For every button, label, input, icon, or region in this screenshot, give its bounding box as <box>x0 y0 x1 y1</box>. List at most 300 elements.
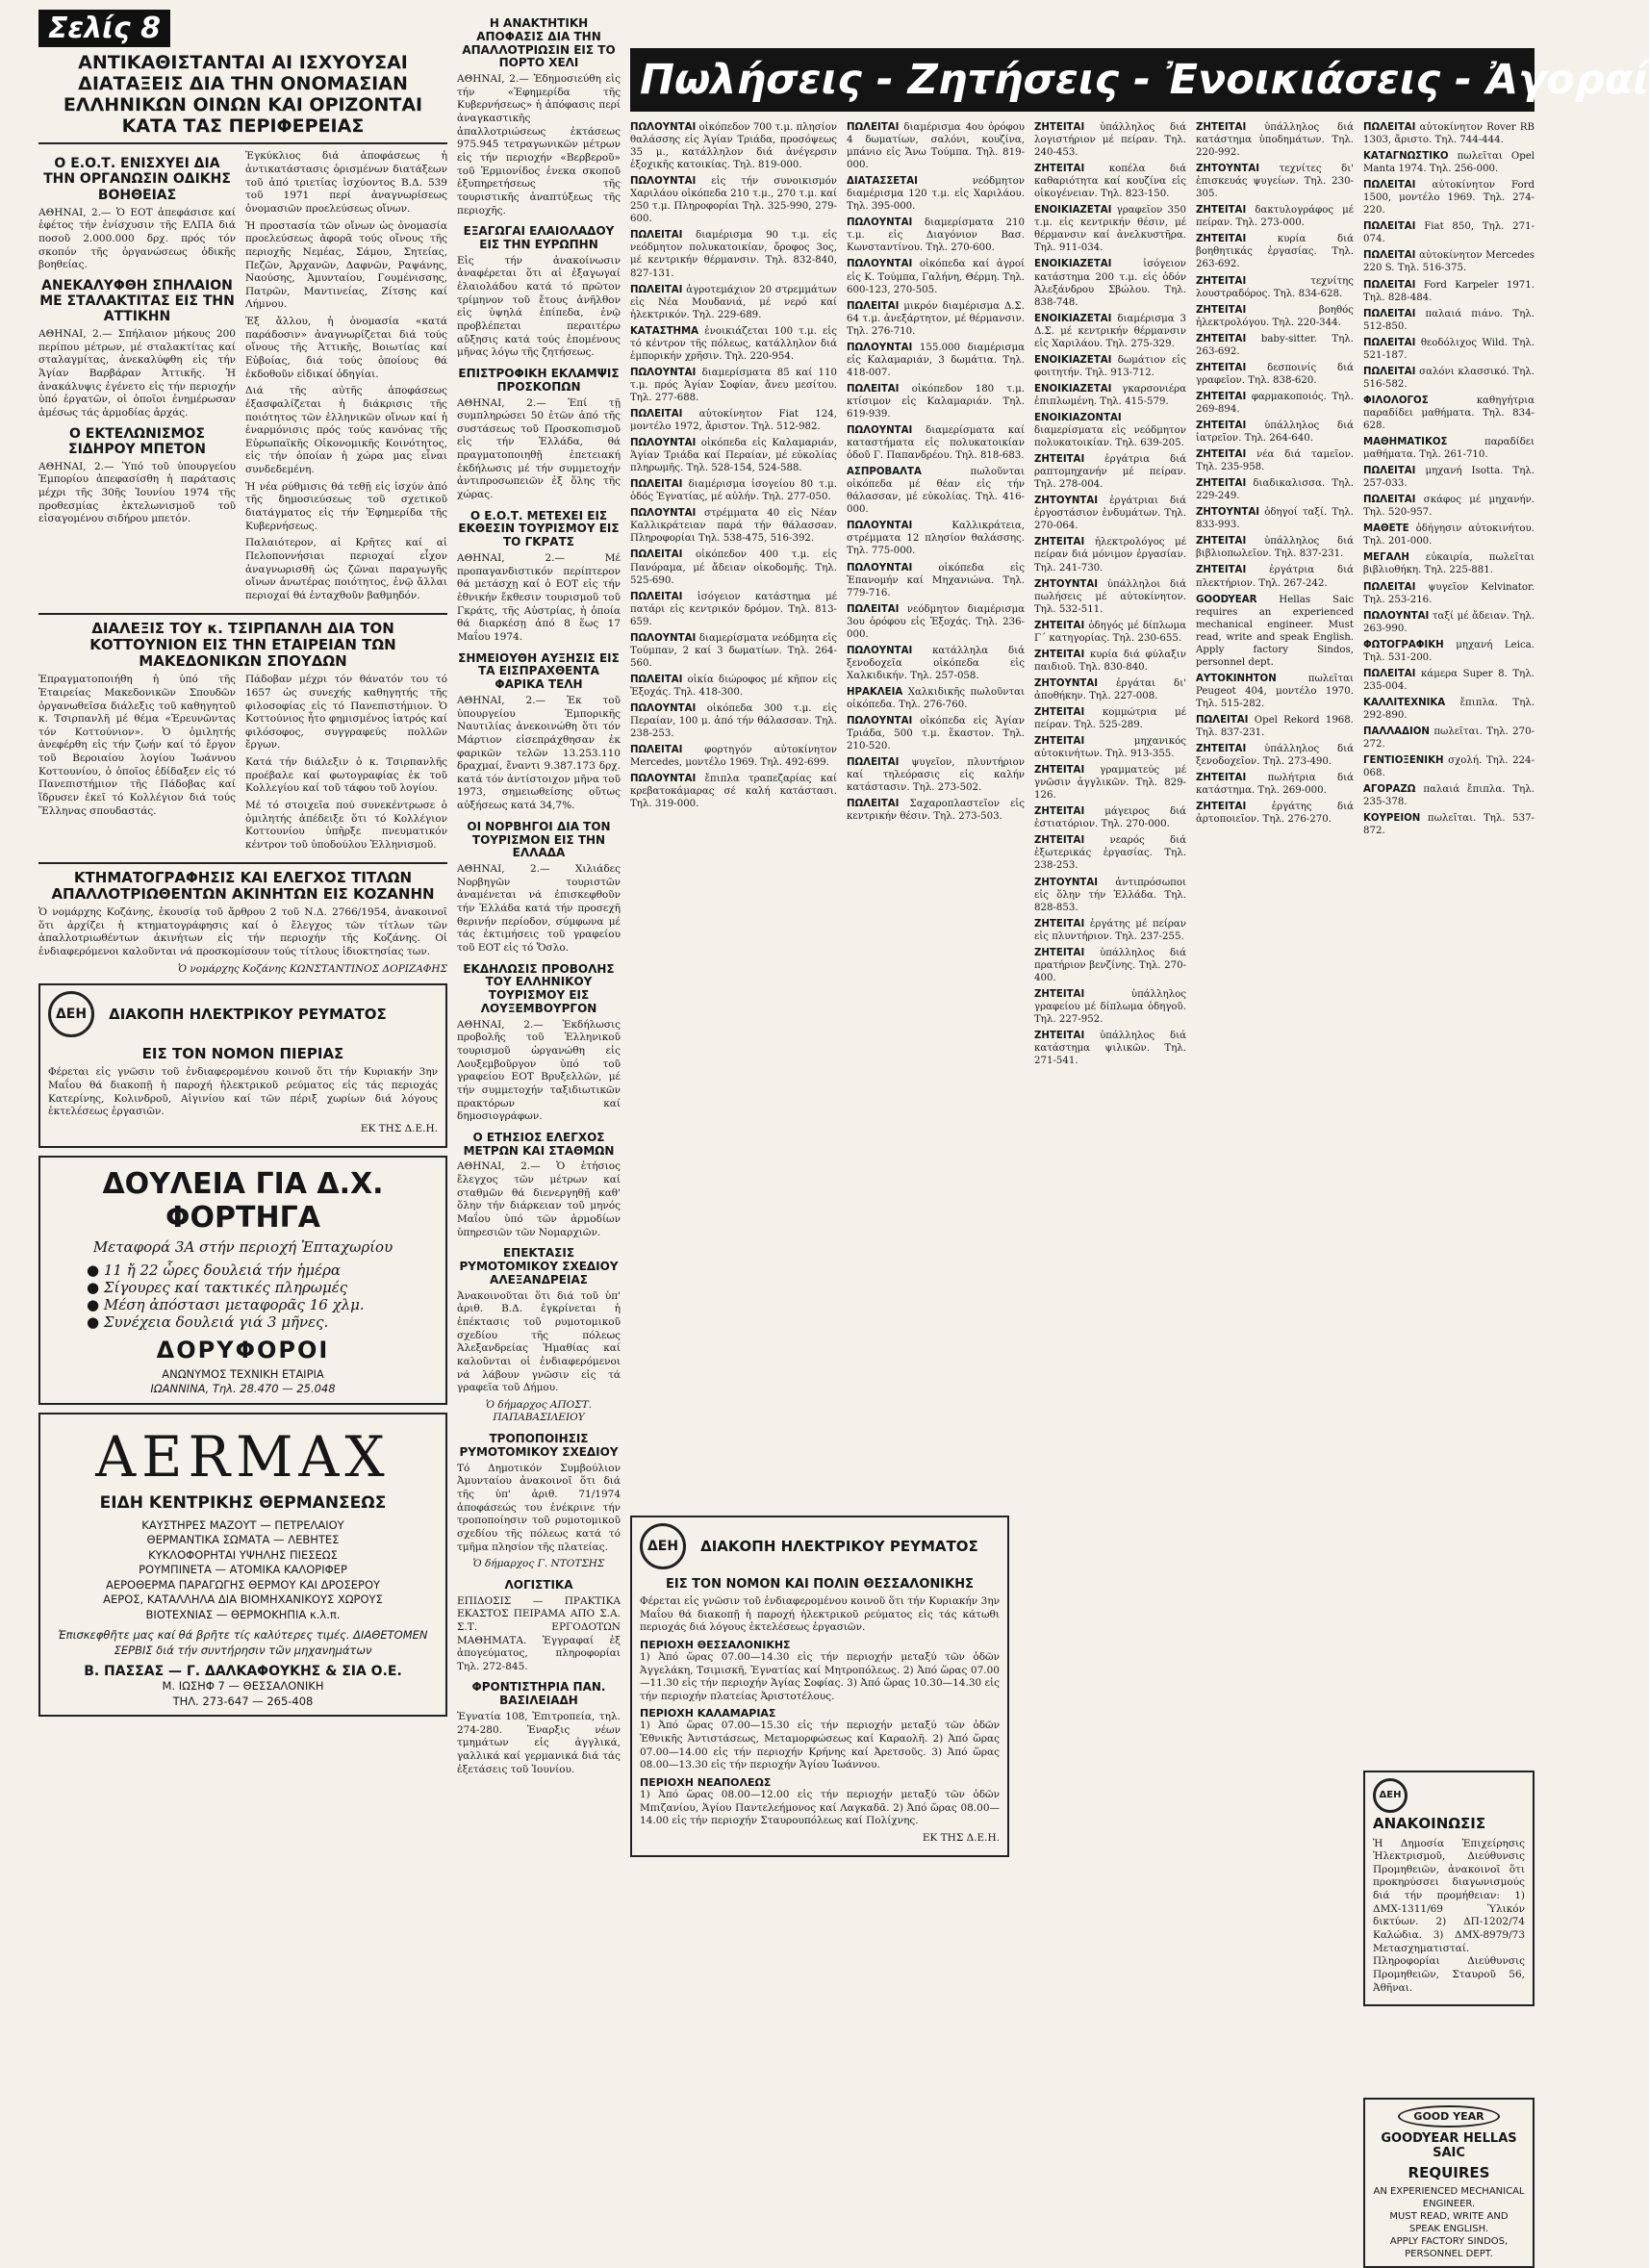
classified-ad-lead: ΖΗΤΟΥΝΤΑΙ <box>1196 507 1260 519</box>
deh-area-text: 1) Ἀπό ὥρας 07.00—15.30 εἰς τήν περιοχήν μεταξύ τῶν ὁδῶν Ἐθνικῆς Ἀντιστάσεως, Μεταμορφώσεως καί Καραολῆ. 2) Ἀπό ὥρας 07.00—14.00 εἰς τήν περιοχήν Κρήνης καί Ἀρετσοῦς. 3) Ἀπό ὥρας 08.00—13.30 εἰς τήν περιοχήν Ἁγίου Ἰωάννου. <box>640 1720 1000 1771</box>
section-label: Σελίς 8 <box>38 10 170 47</box>
classified-ad <box>1196 673 1354 710</box>
classified-ad-lead: ΠΩΛΕΙΤΑΙ <box>630 408 683 420</box>
classified-ad-text: μηχανή Isotta. Τηλ. 257-033. <box>1363 466 1535 490</box>
classified-ad <box>1196 362 1354 387</box>
classified-ad <box>1196 163 1354 200</box>
classified-ad-lead: ΗΡΑΚΛΕΙΑ <box>847 686 903 698</box>
story-body: Ἡ νέα ρύθμισις θά τεθῇ εἰς ἰσχύν ἀπό τῆς δημοσιεύσεως τοῦ σχετικοῦ διατάγματος εἰς τήν Ἐφημερίδα τῆς Κυβερνήσεως. <box>245 480 447 532</box>
classified-ad <box>630 408 837 433</box>
story-headline: ΕΚΔΗΛΩΣΙΣ ΠΡΟΒΟΛΗΣ ΤΟΥ ΕΛΛΗΝΙΚΟΥ ΤΟΥΡΙΣΜΟΥ ΕΙΣ ΛΟΥΞΕΜΒΟΥΡΓΟΝ <box>463 961 615 1015</box>
classified-ad <box>847 562 1025 599</box>
classified-ad-lead: ΠΩΛΕΙΤΑΙ <box>847 383 900 395</box>
classified-ad-text: ψυγεῖον Κelvinator. Τηλ. 253-216. <box>1363 581 1535 605</box>
classified-ad-lead: ΠΩΛΕΙΤΑΙ <box>1363 180 1416 191</box>
classified-ad <box>847 603 1025 641</box>
column-1-right-sub <box>245 150 447 606</box>
classified-ad-lead: ΜΕΓΑΛΗ <box>1363 552 1409 564</box>
classified-ad <box>1034 805 1186 830</box>
classified-ad <box>1034 495 1186 532</box>
classified-ad <box>847 217 1025 254</box>
classified-ad-text: ἐργάτριαι διά ἐργοστάσιον ἐνδυμάτων. Τηλ. 270-064. <box>1034 496 1186 532</box>
list-item: ΚΥΚΛΟΦΟΡΗΤΑΙ ΥΨΗΛΗΣ ΠΙΕΣΕΩΣ <box>148 1547 338 1562</box>
classified-ad-lead: ΜΑΘΕΤΕ <box>1363 523 1409 535</box>
classified-ad-lead: ΖΗΤΕΙΤΑΙ <box>1034 537 1085 548</box>
classified-ad <box>1363 465 1535 490</box>
classifieds-column-2 <box>847 121 1025 1507</box>
classified-ad-lead: ΖΗΤΕΙΤΑΙ <box>1034 164 1085 175</box>
classified-ad <box>1034 735 1186 760</box>
divider <box>38 862 447 864</box>
list-item: ΒΙΟΤΕΧΝΙΑΣ — ΘΕΡΜΟΚΗΠΙΑ κ.λ.π. <box>145 1607 341 1621</box>
classified-ad-text: σαλόνι κλασσικό. Τηλ. 516-582. <box>1363 366 1535 390</box>
classified-ad-text: διαμερίσματα εἰς νεόδμητον πολυκατοικίαν. Τηλ. 639-205. <box>1034 425 1186 449</box>
story-headline: ΕΞΑΓΩΓΑΙ ΕΛΑΙΟΛΑΔΟΥ ΕΙΣ ΤΗΝ ΕΥΡΩΠΗΝ <box>463 224 615 252</box>
classified-ad <box>1034 121 1186 159</box>
classified-ad-lead: ΚΑΛΛΙΤΕΧΝΙΚΑ <box>1363 697 1446 708</box>
aermax-address: Μ. ΙΩΣΗΦ 7 — ΘΕΣΣΑΛΟΝΙΚΗ <box>162 1679 324 1694</box>
aermax-title: ΕΙΔΗ ΚΕΝΤΡΙΚΗΣ ΘΕΡΜΑΝΣΕΩΣ <box>99 1492 387 1513</box>
list-item: ● Μέση ἀπόστασι μεταφορᾶς 16 χλμ. <box>87 1296 438 1313</box>
classified-ad-lead: ΑΓΟΡΑΖΩ <box>1363 784 1416 796</box>
classified-ad-text: διαμερίσματα καί καταστήματα εἰς πολυκατοικίαν ὁδοῦ Γ. Παπανδρέου. Τηλ. 818-683. <box>847 425 1025 462</box>
list-item: ● 11 ἤ 22 ὧρες δουλειά τήν ἡμέρα <box>87 1261 438 1279</box>
classified-ad <box>1363 697 1535 722</box>
classified-ad-lead: ΖΗΤΕΙΤΑΙ <box>1034 620 1085 631</box>
classified-ad-text: μικρόν διαμέρισμα Δ.Σ. 64 τ.μ. ἀνεξάρτητον, μέ θέρμανσιν. Τηλ. 276-710. <box>847 300 1025 337</box>
classified-ad-text: οἰκόπεδα 300 τ.μ. εἰς Περαίαν, 100 μ. ἀπό τήν θάλασσαν. Τηλ. 238-253. <box>630 702 837 740</box>
classified-ad-text: παλαιά ἔπιπλα. Τηλ. 235-378. <box>1363 784 1535 808</box>
classified-ad-lead: ΠΩΛΟΥΝΤΑΙ <box>847 342 913 353</box>
classified-ad <box>847 342 1025 379</box>
classified-ad-lead: ΠΩΛΟΥΝΤΑΙ <box>630 367 697 378</box>
classified-ad-lead: ΠΩΛΕΙΤΑΙ <box>847 603 900 615</box>
story-body: Μέ τό στοιχεῖα πού συνεκέντρωσε ὁ ὁμιλητής ἀπέδειξε ὅτι τό Κολλέγιον Κοττουνίου ὑπῆρξε πνευματικόν κέντρον τοῦ ὑποδούλου Ἑλληνισμοῦ. <box>245 800 447 851</box>
classified-ad-text: παραδίδει μαθήματα. Τηλ. 261-710. <box>1363 437 1535 461</box>
story-body: ΑΘΗΝΑΙ, 2.— Σπήλαιον μήκους 200 περίπου μέτρων, μέ σταλακτίτας καί σταλαγμίτας, ἀνεκαλύφθη εἰς τήν Ἁγίαν Βαρβάραν Ἀττικῆς. Ἡ ἀνακάλυψις ἐγένετο εἰς τήν περιοχήν ὑπό ἐργατῶν, οἱ ὁποῖοι ἐνημέρωσαν ἀμέσως τάς ἀρμοδίας ἀρχάς. <box>38 328 236 419</box>
classified-ad-text: ὁδηγοί ταξί. Τηλ. 833-993. <box>1196 507 1354 531</box>
classified-ad <box>1034 163 1186 200</box>
classified-ad-lead: ΖΗΤΕΙΤΑΙ <box>1034 736 1085 748</box>
classified-ad <box>1196 204 1354 229</box>
classified-ad-lead: ΠΩΛΕΙΤΑΙ <box>1363 337 1416 348</box>
classified-ad-lead: ΠΩΛΟΥΝΤΑΙ <box>847 217 913 229</box>
classified-ad-text: Opel Rekord 1968. Τηλ. 837-231. <box>1196 714 1354 739</box>
classified-ad-lead: ΚΑΤΑΣΤΗΜΑ <box>630 325 699 337</box>
classified-ad-text: σχολή. Τηλ. 224-068. <box>1363 755 1535 779</box>
classified-ad-lead: ΚΑΤΑΓΝΩΣΤΙΚΟ <box>1363 151 1449 163</box>
classified-ad <box>630 229 837 279</box>
classified-ad-text: ἰσόγειον κατάστημα μέ πατάρι εἰς κεντρικόν δρόμον. Τηλ. 813-659. <box>630 591 837 627</box>
classified-ad <box>1363 494 1535 519</box>
classified-ad-text: ὑπάλληλος διά λογιστήριον μέ πείραν. Τηλ. 240-453. <box>1034 122 1186 159</box>
classified-ad-lead: ΠΩΛΕΙΤΑΙ <box>1363 308 1416 319</box>
classified-ad <box>1363 436 1535 461</box>
classified-ad <box>630 121 837 171</box>
classified-ad-lead: ΕΝΟΙΚΙΑΖΕΤΑΙ <box>1034 313 1112 324</box>
classified-ad-lead: ΠΩΛΕΙΤΑΙ <box>1363 122 1416 133</box>
classified-ad <box>1034 918 1186 943</box>
classified-ad <box>630 284 837 321</box>
classified-ad-text: ἀγροτεμάχιον 20 στρεμμάτων εἰς Νέα Μουδανιά, μέ νερό καί ἠλεκτρικόν. Τηλ. 229-689. <box>630 284 837 320</box>
classified-ad-text: διαμέρισμα ἰσογείου 80 τ.μ. ὁδός Ἐγνατίας, μέ αὐλήν. Τηλ. 277-050. <box>630 479 837 503</box>
classified-ad-lead: ΠΩΛΟΥΝΤΑΙ <box>630 438 697 449</box>
classified-ad-text: καθηγήτρια παραδίδει μαθήματα. Τηλ. 834-628. <box>1363 395 1535 431</box>
classified-ad-text: εὐκαιρία, πωλεῖται βιβλιοθήκη. Τηλ. 225-881. <box>1363 552 1535 576</box>
classified-ad-text: οἰκία διώροφος μέ κῆπον εἰς Ἐξοχάς. Τηλ. 418-300. <box>630 674 837 698</box>
classified-ad <box>1196 477 1354 502</box>
classified-ad <box>1034 834 1186 872</box>
classified-ad <box>1196 772 1354 797</box>
classified-ad-text: ἰσόγειον κατάστημα 200 τ.μ. εἰς ὁδόν Ἀλεξάνδρου Σβώλου. Τηλ. 838-748. <box>1034 259 1186 308</box>
classified-ad <box>630 175 837 225</box>
deh-announcement-title: ΑΝΑΚΟΙΝΩΣΙΣ <box>1373 1814 1486 1832</box>
story-headline: Ο Ε.Ο.Τ. ΜΕΤΕΧΕΙ ΕΙΣ ΕΚΘΕΣΙΝ ΤΟΥΡΙΣΜΟΥ ΕΙΣ ΤΟ ΓΚΡΑΤΣ <box>458 508 620 549</box>
classified-ad-lead: ΖΗΤΕΙΤΑΙ <box>1196 205 1247 217</box>
classified-ad-text: φαρμακοποιός. Τηλ. 269-894. <box>1196 391 1354 415</box>
aermax-note: Ἐπισκεφθῆτε μας καί θά βρῆτε τίς καλύτερες τιμές. ΔΙΑΘΕΤΟΜΕΝ ΣΕΡΒΙΣ διά τήν συντήρησιν τῶν μηχανημάτων <box>58 1628 428 1657</box>
classified-ad-text: νεαρός διά ἐξωτερικάς ἐργασίας. Τηλ. 238-253. <box>1034 835 1186 872</box>
classified-ad <box>1363 337 1535 362</box>
classified-ad <box>1363 668 1535 693</box>
classified-ad-text: ἀντιπρόσωποι εἰς ὅλην τήν Ἑλλάδα. Τηλ. 828-853. <box>1034 877 1186 913</box>
classified-ad-lead: ΖΗΤΕΙΤΑΙ <box>1034 706 1085 718</box>
classified-ad-text: πωλήτρια διά κατάστημα. Τηλ. 269-000. <box>1196 773 1354 797</box>
deh-notice-subtitle: ΕΙΣ ΤΟΝ ΝΟΜΟΝ ΚΑΙ ΠΟΛΙΝ ΘΕΣΣΑΛΟΝΙΚΗΣ <box>666 1577 974 1592</box>
classified-ad <box>1034 578 1186 616</box>
classified-ad <box>1034 453 1186 491</box>
classified-ad-text: ἔπιπλα τραπεζαρίας καί κρεβατοκάμαρας σέ καλή κατάστασι. Τηλ. 319-000. <box>630 774 837 810</box>
classified-ad-lead: ΠΩΛΟΥΝΤΑΙ <box>847 425 913 437</box>
story-body: ΑΘΗΝΑΙ, 2.— Χιλιάδες Νορβηγῶν τουριστῶν ἀναμένεται νά ἐπισκεφθοῦν τήν Ἑλλάδα κατά τήν προσεχῆ θερινήν περίοδον, σύμφωνα μέ τάς ἐκτιμήσεις τοῦ γραφείου τοῦ ΕΟΤ εἰς τό Ὄσλο. <box>457 863 621 954</box>
divider <box>38 613 447 615</box>
classified-ad <box>1034 354 1186 379</box>
classified-ad-lead: ΖΗΤΕΙΤΑΙ <box>1034 806 1085 818</box>
classified-ad-lead: ΠΩΛΕΙΤΑΙ <box>1363 466 1416 477</box>
classified-ad-text: δακτυλογράφος μέ πείραν. Τηλ. 273-000. <box>1196 205 1354 229</box>
classified-ad <box>1034 764 1186 802</box>
classified-ad <box>1034 706 1186 731</box>
classified-ad-text: τεχνίτες δι' ἐπισκευάς ψυγείων. Τηλ. 230-305. <box>1196 164 1354 200</box>
classified-ad-text: ὑπάλληλος διά ἰατρεῖον. Τηλ. 264-640. <box>1196 420 1354 445</box>
classified-ad <box>1196 233 1354 270</box>
deh-logo-icon: ΔΕΗ <box>48 991 94 1037</box>
story-headline: ΛΟΓΙΣΤΙΚΑ <box>504 1577 573 1592</box>
classified-ad-lead: ΠΩΛΕΙΤΑΙ <box>1363 250 1416 262</box>
classified-ad-lead: ΦΙΛΟΛΟΓΟΣ <box>1363 395 1429 406</box>
classified-ad-lead: ΠΩΛΕΙΤΑΙ <box>630 284 683 295</box>
story-headline: Ο Ε.Ο.Τ. ΕΝΙΣΧΥΕΙ ΔΙΑ ΤΗΝ ΟΡΓΑΝΩΣΙΝ ΟΔΙΚΗΣ ΒΟΗΘΕΙΑΣ <box>43 156 231 203</box>
story-body: ΑΘΗΝΑΙ, 2.— Ὁ ΕΟΤ ἀπεφάσισε καί ἐφέτος τήν ἐνίσχυσιν τῆς ΕΛΠΑ διά ποσοῦ 2.000.000 δρχ. πρός τόν σκοπόν τῆς ὀργανώσεως ὁδικῆς βοηθείας. <box>38 206 236 271</box>
goodyear-line: APPLY FACTORY SINDOS, PERSONNEL DEPT. <box>1389 2236 1509 2259</box>
classified-ad-lead: ΖΗΤΕΙΤΑΙ <box>1034 765 1085 777</box>
classified-ad <box>847 300 1025 338</box>
classified-ad-lead: ΖΗΤΕΙΤΑΙ <box>1196 122 1247 133</box>
classified-ad <box>1363 249 1535 274</box>
classified-ad-lead: ΖΗΤΟΥΝΤΑΙ <box>1034 496 1099 507</box>
classified-ad <box>1196 564 1354 589</box>
classified-ad-text: Fiat 850, Τηλ. 271-074. <box>1363 221 1535 245</box>
classified-ad-lead: ΖΗΤΕΙΤΑΙ <box>1196 362 1247 373</box>
classified-ad-text: κατάλληλα διά ξενοδοχεῖα οἰκόπεδα εἰς Χαλκιδικήν. Τηλ. 257-058. <box>847 645 1025 681</box>
classified-ad <box>1196 535 1354 560</box>
classified-ad <box>1196 594 1354 669</box>
classified-ad <box>1363 121 1535 146</box>
classified-ad-lead: ΖΗΤΕΙΤΑΙ <box>1196 304 1247 316</box>
list-item: ● Σίγουρες καί τακτικές πληρωμές <box>87 1279 438 1296</box>
deh-notice-body: Φέρεται εἰς γνῶσιν τοῦ ἐνδιαφερομένου κοινοῦ ὅτι τήν Κυριακήν 3ην Μαΐου θά διακοπῇ ἡ παροχή ἠλεκτρικοῦ ρεύματος εἰς τάς περιοχάς Κατερίνης, Κολινδροῦ, Αἰγινίου καί τῶν πέριξ χωρίων διά λόγους ἐκτελέσεως ἐργασιῶν. <box>48 1066 438 1118</box>
classified-ad <box>630 674 837 699</box>
classified-ad <box>1363 308 1535 333</box>
classified-ad <box>630 548 837 586</box>
classified-ad <box>1196 333 1354 358</box>
column-1-story4-grid <box>38 674 447 855</box>
story-body: ΑΘΗΝΑΙ, 2.— Μέ προπαγανδιστικόν περίπτερον θά μετάσχῃ καί ὁ ΕΟΤ εἰς τήν ἐθνικήν ἔκθεσιν τουρισμοῦ τοῦ Γκράτς, τῆς Αὐστρίας, ἡ ὁποία θά διαρκέσῃ ἀπό 8 ἕως 17 Μαΐου 1974. <box>457 552 621 643</box>
classified-ad-text: πωλεῖται Opel Manta 1974. Τηλ. 256-000. <box>1363 151 1535 175</box>
classified-ad <box>1363 366 1535 391</box>
classified-ad-lead: ΕΝΟΙΚΙΑΖΟΝΤΑΙ <box>1034 412 1122 423</box>
classified-ad-text: πωλεῖται Peugeot 404, μοντέλο 1970. Τηλ. 515-282. <box>1196 673 1354 709</box>
classified-ad-text: Ford Karpeler 1971. Τηλ. 828-484. <box>1363 279 1535 303</box>
classified-ad-lead: ΠΩΛΕΙΤΑΙ <box>1363 581 1416 593</box>
classified-ad-lead: ΠΩΛΟΥΝΤΑΙ <box>847 645 913 656</box>
main-headline: ΑΝΤΙΚΑΘΙΣΤΑΝΤΑΙ ΑΙ ΙΣΧΥΟΥΣΑΙ ΔΙΑΤΑΞΕΙΣ ΔΙΑ ΤΗΝ ΟΝΟΜΑΣΙΑΝ ΕΛΛΗΝΙΚΩΝ ΟΙΝΩΝ ΚΑΙ ΟΡΙΖΟΝΤΑΙ ΚΑΤΑ ΤΑΣ ΠΕΡΙΦΕΡΕΙΑΣ <box>63 52 423 137</box>
classified-ad-text: 155.000 διαμέρισμα εἰς Καλαμαριάν, 3 δωμάτια. Τηλ. 418-007. <box>847 342 1025 378</box>
deh-area-text: 1) Ἀπό ὥρας 08.00—12.00 εἰς τήν περιοχήν μεταξύ τῶν ὁδῶν Μπιζανίου, Ἁγίου Παντελεήμονος καί Λαγκαδᾶ. 2) Ἀπό ὥρας 08.00—14.00 εἰς τήν περιοχήν Σταυρουπόλεως καί Πολίχνης. <box>640 1789 1000 1827</box>
story-signature: Ὁ δήμαρχος ΑΠΟΣΤ. ΠΑΠΑΒΑΣΙΛΕΙΟΥ <box>485 1398 593 1424</box>
classified-ad-lead: ΖΗΤΕΙΤΑΙ <box>1196 234 1247 245</box>
story-headline: ΕΠΕΚΤΑΣΙΣ ΡΥΜΟΤΟΜΙΚΟΥ ΣΧΕΔΙΟΥ ΑΛΕΞΑΝΔΡΕΙΑΣ <box>459 1246 619 1287</box>
trucks-ad-company: ΔΟΡΥΦΟΡΟΙ <box>156 1336 330 1363</box>
classified-ad <box>630 325 837 363</box>
classified-ad <box>1196 275 1354 300</box>
classified-ad <box>1034 258 1186 308</box>
classified-ad <box>1363 279 1535 304</box>
classified-ad <box>1034 412 1186 449</box>
classified-ad-lead: ΖΗΤΕΙΤΑΙ <box>1034 649 1085 660</box>
deh-area-name: ΠΕΡΙΟΧΗ ΚΑΛΑΜΑΡΙΑΣ <box>640 1707 776 1720</box>
classified-ad <box>1196 420 1354 445</box>
classified-ad <box>1196 506 1354 531</box>
classified-ad-text: στρέμματα 40 εἰς Νέαν Καλλικράτειαν παρά τήν θάλασσαν. Πληροφορίαι Τηλ. 538-475, 516-392. <box>630 508 837 545</box>
classified-ad-lead: ΠΩΛΕΙΤΑΙ <box>1363 366 1416 377</box>
story-body: ΑΘΗΝΑΙ, 2.— Ἐδημοσιεύθη εἰς τήν «Ἐφημερίδα τῆς Κυβερνήσεως» ἡ ἀπόφασις περί ἀναγκαστικῆς ἀπαλλοτριώσεως ἐκτάσεως 975.945 τετραγωνικῶν μέτρων εἰς τήν περιοχήν «Βερβεροῦ» τοῦ Ἑρμιονίδος ἐνεκα σκοποῦ ἐξυπηρετήσεως τῆς τουριστικῆς ἀναπτύξεως τῆς περιοχῆς. <box>457 73 621 217</box>
story-headline: ΦΡΟΝΤΙΣΤΗΡΙΑ ΠΑΝ. ΒΑΣΙΛΕΙΑΔΗ <box>471 1680 606 1708</box>
classified-ad-text: οἰκόπεδα εἰς Ἐπανομήν καί Μηχανιώνα. Τηλ. 779-716. <box>847 562 1025 599</box>
column-1-left-sub <box>38 150 236 606</box>
classified-ad-lead: ΠΩΛΕΙΤΑΙ <box>630 549 683 561</box>
classified-ad <box>1196 448 1354 473</box>
column-news <box>457 10 621 1780</box>
classified-ad <box>630 744 837 769</box>
classified-ad-text: ὑπάλληλος γραφείου μέ δίπλωμα ὁδηγοῦ. Τηλ. 227-952. <box>1034 988 1186 1025</box>
classified-ad-lead: ΠΩΛΟΥΝΤΑΙ <box>630 176 697 188</box>
trucks-ad <box>38 1156 447 1405</box>
classified-ad-text: παλαιά πιάνο. Τηλ. 512-850. <box>1363 308 1535 332</box>
classified-ad-lead: ΠΩΛΕΙΤΑΙ <box>630 674 683 685</box>
classifieds-column-4 <box>1196 121 1354 2229</box>
goodyear-logo-icon: GOOD YEAR <box>1398 2105 1499 2128</box>
classified-ad-lead: ΖΗΤΕΙΤΑΙ <box>1196 802 1247 813</box>
story-body: Ἐπραγματοποιήθη ἡ ὑπό τῆς Ἑταιρείας Μακεδονικῶν Σπουδῶν ὀργανωθεῖσα διάλεξις τοῦ καθηγητοῦ κ. Τσιρπανλῆ μέ θέμα «Ἐρευνῶντας τόν Κοττούνιον». Ὁ ὁμιλητής ἀνεφέρθη εἰς τήν ζωήν καί τό ἔργον τοῦ Βεροιαίου λογίου Ἰωάννου Κοττουνίου, ὁ ὁποῖος ἐδίδαξεν εἰς τό Πανεπιστήμιον τῆς Πάδοβας καί ἵδρυσεν ἐκεῖ τό Κολλέγιον διά τούς Ἕλληνας σπουδαστάς. <box>38 674 236 817</box>
classified-ad-lead: ΚΟΥΡΕΙΟΝ <box>1363 813 1421 825</box>
trucks-ad-subtitle: Μεταφορά 3Α στήν περιοχή Ἐπταχωρίου <box>92 1237 393 1256</box>
classified-ad-text: οἰκόπεδα καί ἀγροί εἰς Κ. Τούμπα, Γαλήνη, Θέρμη. Τηλ. 600-123, 270-505. <box>847 259 1025 295</box>
classified-ad-lead: ΖΗΤΕΙΤΑΙ <box>1034 454 1085 466</box>
classified-ad-lead: ΜΑΘΗΜΑΤΙΚΟΣ <box>1363 437 1448 448</box>
story-body: Ἐξ ἄλλου, ἡ ὀνομασία «κατά παράδοσιν» ἀναγνωρίζεται διά τούς οἴνους τῆς Ἀττικῆς, Βοιωτίας καί Εὐβοίας, διά τούς ὁποίους θά ἐκδοθοῦν εἰδικαί ὁδηγίαι. <box>245 316 447 380</box>
classified-ad-text: μηχανή Leica. Τηλ. 531-200. <box>1363 639 1535 663</box>
classified-ad <box>1196 743 1354 768</box>
classified-ad-text: γκαρσονιέρα ἐπιπλωμένη. Τηλ. 415-579. <box>1034 383 1186 407</box>
column-1-top-grid <box>38 150 447 606</box>
classified-ad-text: νεόδμητον διαμέρισμα 3ου ὀρόφου εἰς Ἐξοχάς. Τηλ. 236-000. <box>847 603 1025 640</box>
story-headline: Ο ΕΤΗΣΙΟΣ ΕΛΕΓΧΟΣ ΜΕΤΡΩΝ ΚΑΙ ΣΤΑΘΜΩΝ <box>463 1130 615 1158</box>
classified-ad <box>1363 812 1535 837</box>
classified-ad-text: νέα διά ταμεῖον. Τηλ. 235-958. <box>1196 449 1354 473</box>
trucks-ad-title: ΔΟΥΛΕΙΑ ΓΙΑ Δ.Χ. ΦΟΡΤΗΓΑ <box>102 1166 384 1235</box>
classified-ad <box>1034 620 1186 645</box>
deh-notice-header <box>640 1523 1000 1569</box>
classified-ad-lead: ΖΗΤΕΙΤΑΙ <box>1196 391 1247 402</box>
classifieds-column-3 <box>1034 121 1186 2229</box>
classified-ad-text: μάγειρος διά ἑστιατόριον. Τηλ. 270-000. <box>1034 806 1186 830</box>
classified-ad-lead: ΠΩΛΕΙΤΑΙ <box>1363 221 1416 233</box>
classified-ad-text: ψυγεῖον, πλυντήριον καί τηλεόρασις εἰς καλήν κατάστασιν. Τηλ. 273-502. <box>847 757 1025 794</box>
classified-ad-lead: GOODYEAR <box>1196 594 1257 605</box>
story-headline: ΤΡΟΠΟΠΟΙΗΣΙΣ ΡΥΜΟΤΟΜΙΚΟΥ ΣΧΕΔΙΟΥ <box>459 1432 619 1459</box>
classified-ad-text: διαδικαλισσα. Τηλ. 229-249. <box>1196 478 1354 502</box>
classified-ad-lead: ΖΗΤΕΙΤΑΙ <box>1196 744 1247 755</box>
deh-notice-pieria <box>38 983 447 1147</box>
classified-ad <box>1363 783 1535 808</box>
classified-ad-text: εἰς τήν συνοικισμόν Χαριλάου οἰκόπεδα 210 τ.μ., 270 τ.μ. καί 250 τ.μ. Πληροφορίαι Τηλ. 325-990, 279-600. <box>630 176 837 225</box>
classified-ad-text: κάμερα Super 8. Τηλ. 235-004. <box>1363 668 1535 692</box>
classified-ad-text: ἐργάτης διά ἀρτοποιεῖον. Τηλ. 276-270. <box>1196 802 1354 826</box>
classified-ad-lead: ΠΩΛΕΙΤΑΙ <box>847 122 900 133</box>
story-body: Εἰς τήν ἀνακοίνωσιν ἀναφέρεται ὅτι αἱ ἐξαγωγαί ἐλαιολάδου κατά τό πρῶτον τρίμηνον τοῦ ἔτους ἀνῆλθον εἰς ὑψηλά ἐπίπεδα, ἐνῷ προβλέπεται περαιτέρω αὔξησις κατά τούς ἑπομένους μῆνας λόγω τῆς ζητήσεως. <box>457 254 621 359</box>
classified-ad-lead: ΦΩΤΟΓΡΑΦΙΚΗ <box>1363 639 1444 650</box>
story-body: ΑΘΗΝΑΙ, 2.— Ἐκ τοῦ ὑπουργείου Ἐμπορικῆς Ναυτιλίας ἀνεκοινώθη ὅτι τόν Μάρτιον εἰσεπράχθησαν ἐκ φαρικῶν τελῶν 13.253.110 δραχμαί, ἔναντι 9.387.173 δρχ. κατά τόν ἀντίστοιχον μῆνα τοῦ 1973, σημειωθείσης οὕτως αὐξήσεως κατά 34,7%. <box>457 694 621 812</box>
deh-notice-body: Φέρεται εἰς γνῶσιν τοῦ ἐνδιαφερομένου κοινοῦ ὅτι τήν Κυριακήν 3ην Μαΐου θά διακοπῇ ἡ παροχή ἠλεκτρικοῦ ρεύματος εἰς τάς κάτωθι περιοχάς διά λόγους ἐκτελέσεως ἐργασιῶν. <box>640 1595 1000 1634</box>
deh-area-name: ΠΕΡΙΟΧΗ ΝΕΑΠΟΛΕΩΣ <box>640 1776 772 1790</box>
classified-ad-text: οἰκόπεδον 180 τ.μ. κτίσιμον εἰς Καλαμαριάν. Τηλ. 619-939. <box>847 383 1025 420</box>
classified-ad <box>1034 877 1186 914</box>
deh-area-text: 1) Ἀπό ὥρας 07.00—14.30 εἰς τήν περιοχήν μεταξύ τῶν ὁδῶν Ἀγγελάκη, Τσιμισκῆ, Ἐγνατίας καί Μητροπόλεως. 2) Ἀπό ὥρας 07.00—11.30 εἰς τήν περιοχήν Ἁγίας Σοφίας. 3) Ἀπό ὥρας 10.30—14.30 εἰς τήν περιοχήν πλατείας Ἀριστοτέλους. <box>640 1650 1000 1702</box>
classified-ad-lead: ΠΩΛΕΙΤΑΙ <box>847 757 900 769</box>
story-body: ΑΘΗΝΑΙ, 2.— Ἐπί τῇ συμπληρώσει 50 ἐτῶν ἀπό τῆς συστάσεως τοῦ Προσκοπισμοῦ εἰς τήν Ἑλλάδα, θά πραγματοποιηθῇ ἐπετειακή ἐκδήλωσις μέ τήν συμμετοχήν ἀντιπροσωπειῶν ἐξ ὅλης τῆς χώρας. <box>457 396 621 501</box>
classified-ad <box>847 383 1025 420</box>
classified-ad <box>630 632 837 670</box>
classified-ad-text: Καλλικράτεια, στρέμματα 12 πλησίον θαλάσσης. Τηλ. 775-000. <box>847 521 1025 557</box>
classified-ad-lead: ΖΗΤΟΥΝΤΑΙ <box>1196 164 1260 175</box>
classified-ad-text: δωμάτιον εἰς φοιτητήν. Τηλ. 913-712. <box>1034 354 1186 378</box>
classified-ad-text: οἰκόπεδον 700 τ.μ. πλησίον θαλάσσης εἰς Ἁγίαν Τριάδα, προσόψεως 35 μ., κατάλληλον διά ἀνέγερσιν ἐξοχικῆς κατοικίας. Τηλ. 819-000. <box>630 122 838 171</box>
classified-ad <box>630 591 837 628</box>
classified-ad-lead: ΕΝΟΙΚΙΑΖΕΤΑΙ <box>1034 205 1112 217</box>
classified-ad-text: οἰκόπεδα εἰς Ἁγίαν Τριάδα, 500 τ.μ. ἕκαστον. Τηλ. 210-520. <box>847 716 1025 752</box>
classified-ad-text: δεσποινίς διά γραφεῖον. Τηλ. 838-620. <box>1196 362 1354 386</box>
classified-ad <box>1196 801 1354 826</box>
classified-ad <box>630 437 837 474</box>
classified-ad <box>847 715 1025 752</box>
classified-ad <box>847 466 1025 516</box>
classified-ad-text: διαμέρισμα 4ου ὀρόφου 4 δωματίων, σαλόνι, κουζίνα, μπάνιο εἰς Ἄνω Τούμπα. Τηλ. 819-000. <box>847 122 1025 171</box>
story-body: Ὁ νομάρχης Κοζάνης, ἐκουσίᾳ τοῦ ἄρθρου 2 τοῦ Ν.Δ. 2766/1954, ἀνακοινοῖ ὅτι ἀρχίζει ἡ κτηματογράφησις καί ὁ ἔλεγχος τῶν τίτλων τῶν ἀπαλλοτριωθέντων ἀκινήτων εἰς τήν περιοχήν τῆς Κοζάνης. Οἱ ἐνδιαφερόμενοι καλοῦνται νά προσκομίσουν τούς τίτλους ἰδιοκτησίας των. <box>38 906 447 958</box>
story-body: Παλαιότερον, αἱ Κρῆτες καί αἱ Πελοποννήσιαι περιοχαί εἶχον ἀναγνωρισθῆ ὡς ζῶναι παραγωγῆς οἴνων ἀνωτέρας ποιότητος, ἐνῷ ἄλλαι περιοχαί θά ἐνταχθοῦν βαθμηδόν. <box>245 537 447 601</box>
classified-ad-text: γραφεῖον 350 τ.μ. εἰς κεντρικήν θέσιν, μέ θέρμανσιν καί ἀνελκυστῆρα. Τηλ. 911-034. <box>1034 205 1186 254</box>
deh-area-name: ΠΕΡΙΟΧΗ ΘΕΣΣΑΛΟΝΙΚΗΣ <box>640 1638 791 1651</box>
classified-ad-lead: ΠΩΛΟΥΝΤΑΙ <box>847 716 913 727</box>
story-headline: ΔΙΑΛΕΞΙΣ ΤΟΥ κ. ΤΣΙΡΠΑΝΛΗ ΔΙΑ ΤΟΝ ΚΟΤΤΟΥΝΙΟΝ ΕΙΣ ΤΗΝ ΕΤΑΙΡΕΙΑΝ ΤΩΝ ΜΑΚΕΔΟΝΙΚΩΝ ΣΠΟΥΔΩΝ <box>89 619 396 671</box>
deh-notice-subtitle: ΕΙΣ ΤΟΝ ΝΟΜΟΝ ΠΙΕΡΙΑΣ <box>141 1045 344 1063</box>
classified-ad-lead: ΕΝΟΙΚΙΑΖΕΤΑΙ <box>1034 354 1112 366</box>
classified-ad <box>1034 204 1186 254</box>
classified-ad <box>630 367 837 404</box>
classified-ad <box>847 424 1025 462</box>
classified-ad-text: οἰκόπεδα εἰς Καλαμαριάν, Ἁγίαν Τριάδα καί Περαίαν, μέ εὐκολίας πληρωμῆς. Τηλ. 528-154, 524-588. <box>630 438 837 474</box>
classified-ad-lead: ΠΩΛΕΙΤΑΙ <box>630 745 683 756</box>
list-item: ΘΕΡΜΑΝΤΙΚΑ ΣΩΜΑΤΑ — ΛΕΒΗΤΕΣ <box>146 1533 340 1547</box>
classified-ad-lead: ΠΩΛΟΥΝΤΑΙ <box>630 508 697 520</box>
classified-ad-text: διαμέρισμα 3 Δ.Σ. μέ κεντρικήν θέρμανσιν εἰς Χαριλάου. Τηλ. 275-329. <box>1034 313 1186 349</box>
trucks-ad-contact: ΙΩΑΝΝΙΝΑ, Τηλ. 28.470 — 25.048 <box>150 1382 336 1396</box>
classified-ad-lead: ΖΗΤΕΙΤΑΙ <box>1196 565 1247 576</box>
classified-ad <box>1363 220 1535 245</box>
list-item: ΡΟΥΜΠΙΝΕΤΑ — ΑΤΟΜΙΚΑ ΚΑΛΟΡΙΦΕΡ <box>139 1563 347 1577</box>
classified-ad-lead: ΕΝΟΙΚΙΑΖΕΤΑΙ <box>1034 259 1112 270</box>
classified-ad-text: πωλοῦνται οἰκόπεδα μέ θέαν εἰς τήν θάλασσαν, μέ εὐκολίας. Τηλ. 416-000. <box>847 467 1025 516</box>
classified-ad <box>1196 304 1354 329</box>
classified-ad-text: μηχανικός αὐτοκινήτων. Τηλ. 913-355. <box>1034 736 1186 760</box>
deh-notice-title: ΔΙΑΚΟΠΗ ΗΛΕΚΤΡΙΚΟΥ ΡΕΥΜΑΤΟΣ <box>700 1538 978 1555</box>
classified-ad-lead: ΖΗΤΕΙΤΑΙ <box>1196 333 1247 344</box>
deh-logo-icon: ΔΕΗ <box>640 1523 686 1569</box>
classified-ad-text: ὑπάλληλος διά βιβλιοπωλεῖον. Τηλ. 837-231. <box>1196 536 1354 560</box>
classified-ad <box>1034 1030 1186 1067</box>
classified-ad-text: πωλεῖται. Τηλ. 537-872. <box>1363 813 1535 837</box>
classified-ad <box>1034 649 1186 674</box>
classified-ad-lead: ΠΩΛΟΥΝΤΑΙ <box>630 702 697 714</box>
classified-ad <box>1363 726 1535 751</box>
divider <box>38 142 447 144</box>
classified-ad-text: θεοδόλιχος Wild. Τηλ. 521-187. <box>1363 337 1535 361</box>
story-body: Ἀνακοινοῦται ὅτι διά τοῦ ὑπ' ἀριθ. Β.Δ. ἐγκρίνεται ἡ ἐπέκτασις τοῦ ρυμοτομικοῦ σχεδίου τῆς πόλεως Ἀλεξανδρείας Ἡμαθίας καί καλοῦνται οἱ ἐνδιαφερόμενοι νά λάβουν γνῶσιν εἰς τά γραφεῖα τοῦ Δήμου. <box>457 1289 621 1394</box>
goodyear-requires: REQUIRES <box>1408 2164 1490 2181</box>
classified-ad <box>1363 610 1535 635</box>
classified-ad-lead: ΖΗΤΕΙΤΑΙ <box>1196 449 1247 461</box>
classified-ad-lead: ΖΗΤΕΙΤΑΙ <box>1196 420 1247 431</box>
classified-ad-text: αὐτοκίνητον Rover RB 1303, ἄριστο. Τηλ. 744-444. <box>1363 122 1535 146</box>
story-headline: ΚΤΗΜΑΤΟΓΡΑΦΗΣΙΣ ΚΑΙ ΕΛΕΓΧΟΣ ΤΙΤΛΩΝ ΑΠΑΛΛΟΤΡΙΩΘΕΝΤΩΝ ΑΚΙΝΗΤΩΝ ΕΙΣ ΚΟΖΑΝΗΝ <box>51 868 435 903</box>
classified-ad <box>847 756 1025 794</box>
classified-ad-lead: ΖΗΤΕΙΤΑΙ <box>1034 1031 1085 1042</box>
classified-ad-text: κοπέλα διά καθαριότητα καί κουζίνα εἰς οἰκογένειαν. Τηλ. 823-150. <box>1034 164 1186 200</box>
classified-ad-lead: ΑΣΠΡΟΒΑΛΤΑ <box>847 467 922 478</box>
classifieds-banner: Πωλήσεις - Ζητήσεις - Ἐνοικιάσεις - Ἀγοραί <box>630 48 1535 112</box>
story-body: ΕΠΙΔΟΣΙΣ — ΠΡΑΚΤΙΚΑ ΕΚΑΣΤΟΣ ΠΕΙΡΑΜΑ ΑΠΟ Σ.Α. Σ.Τ. ΕΡΓΟΔΟΤΩΝ ΜΑΘΗΜΑΤΑ. Ἐγγραφαί ἐξ ἀπογεύματος, πληροφορίαι Τηλ. 272-845. <box>457 1594 621 1672</box>
classified-ad <box>1363 179 1535 217</box>
classified-ad <box>1034 536 1186 573</box>
classified-ad <box>1034 313 1186 350</box>
classified-ad-lead: ΠΩΛΟΥΝΤΑΙ <box>630 632 697 644</box>
classified-ad <box>847 645 1025 682</box>
classified-ad-lead: ΠΩΛΟΥΝΤΑΙ <box>630 774 697 785</box>
classified-ad <box>1034 383 1186 408</box>
classified-ad <box>1034 988 1186 1026</box>
trucks-ad-list <box>87 1261 438 1331</box>
story-signature: Ὁ νομάρχης Κοζάνης ΚΩΝΣΤΑΝΤΙΝΟΣ ΔΟΡΙΖΑΦΗΣ <box>178 962 447 975</box>
